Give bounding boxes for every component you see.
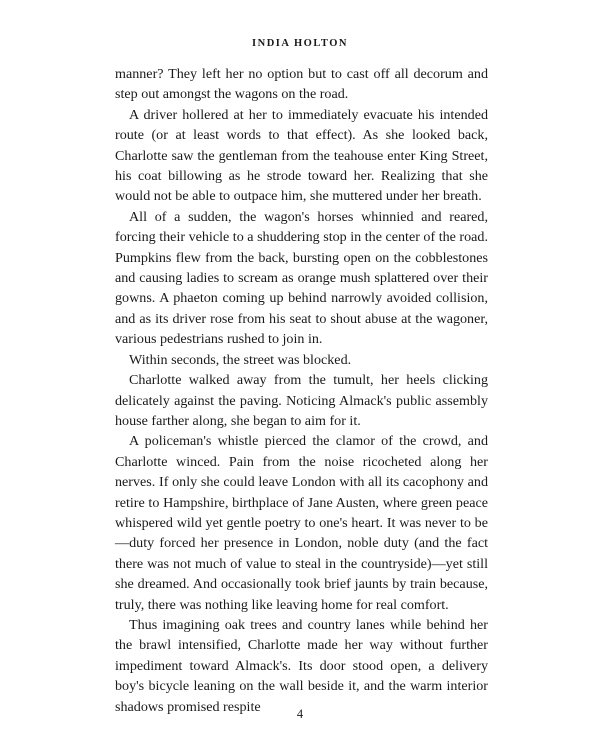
paragraph-1: manner? They left her no option but to cast off all decorum and step out amongst the wagons on the road. <box>115 66 488 103</box>
paragraph-7: Thus imagining oak trees and country lanes while behind her the brawl intensified, Charlotte made her way without further impediment toward Almack's. Its door stood open, a delivery boy's bicycle leaning on the wall beside it, and the warm interior shadows promised respite <box>115 616 488 715</box>
page-number: 4 <box>296 707 304 721</box>
body-text <box>115 64 488 717</box>
paragraph-3: All of a sudden, the wagon's horses whinnied and reared, forcing their vehicle to a shuddering stop in the center of the road. Pumpkins flew from the back, bursting open on the cobblestones and causing ladies to scream as orange mush splattered over their gowns. A phaeton coming up behind narrowly avoided collision, and as its driver rose from his seat to shout abuse at the wagoner, various pedestrians rushed to join in. <box>115 208 488 348</box>
paragraph-5: Charlotte walked away from the tumult, her heels clicking delicately against the paving. Noticing Almack's public assembly house farther along, she began to aim for it. <box>115 372 488 429</box>
paragraph-6: A policeman's whistle pierced the clamor of the crowd, and Charlotte winced. Pain from the noise ricocheted along her nerves. If only she could leave London with all its cacophony and retire to Hampshire, birthplace of Jane Austen, where green peace whispered wild yet gentle poetry to one's heart. It was never to be—duty forced her presence in London, noble duty (and the fact there was not much of value to steal in the countryside)—yet still she dreamed. And occasionally took brief jaunts by train because, truly, there was nothing like leaving home for real comfort. <box>115 433 488 613</box>
running-head: INDIA HOLTON <box>252 38 348 49</box>
paragraph-4: Within seconds, the street was blocked. <box>129 351 352 368</box>
paragraph-2: A driver hollered at her to immediately evacuate his intended route (or at least words to that effect). As she looked back, Charlotte saw the gentleman from the teahouse enter King Street, his coat billowing as he strode toward her. Realizing that she would not be able to outpace him, she muttered under her breath. <box>115 106 488 205</box>
